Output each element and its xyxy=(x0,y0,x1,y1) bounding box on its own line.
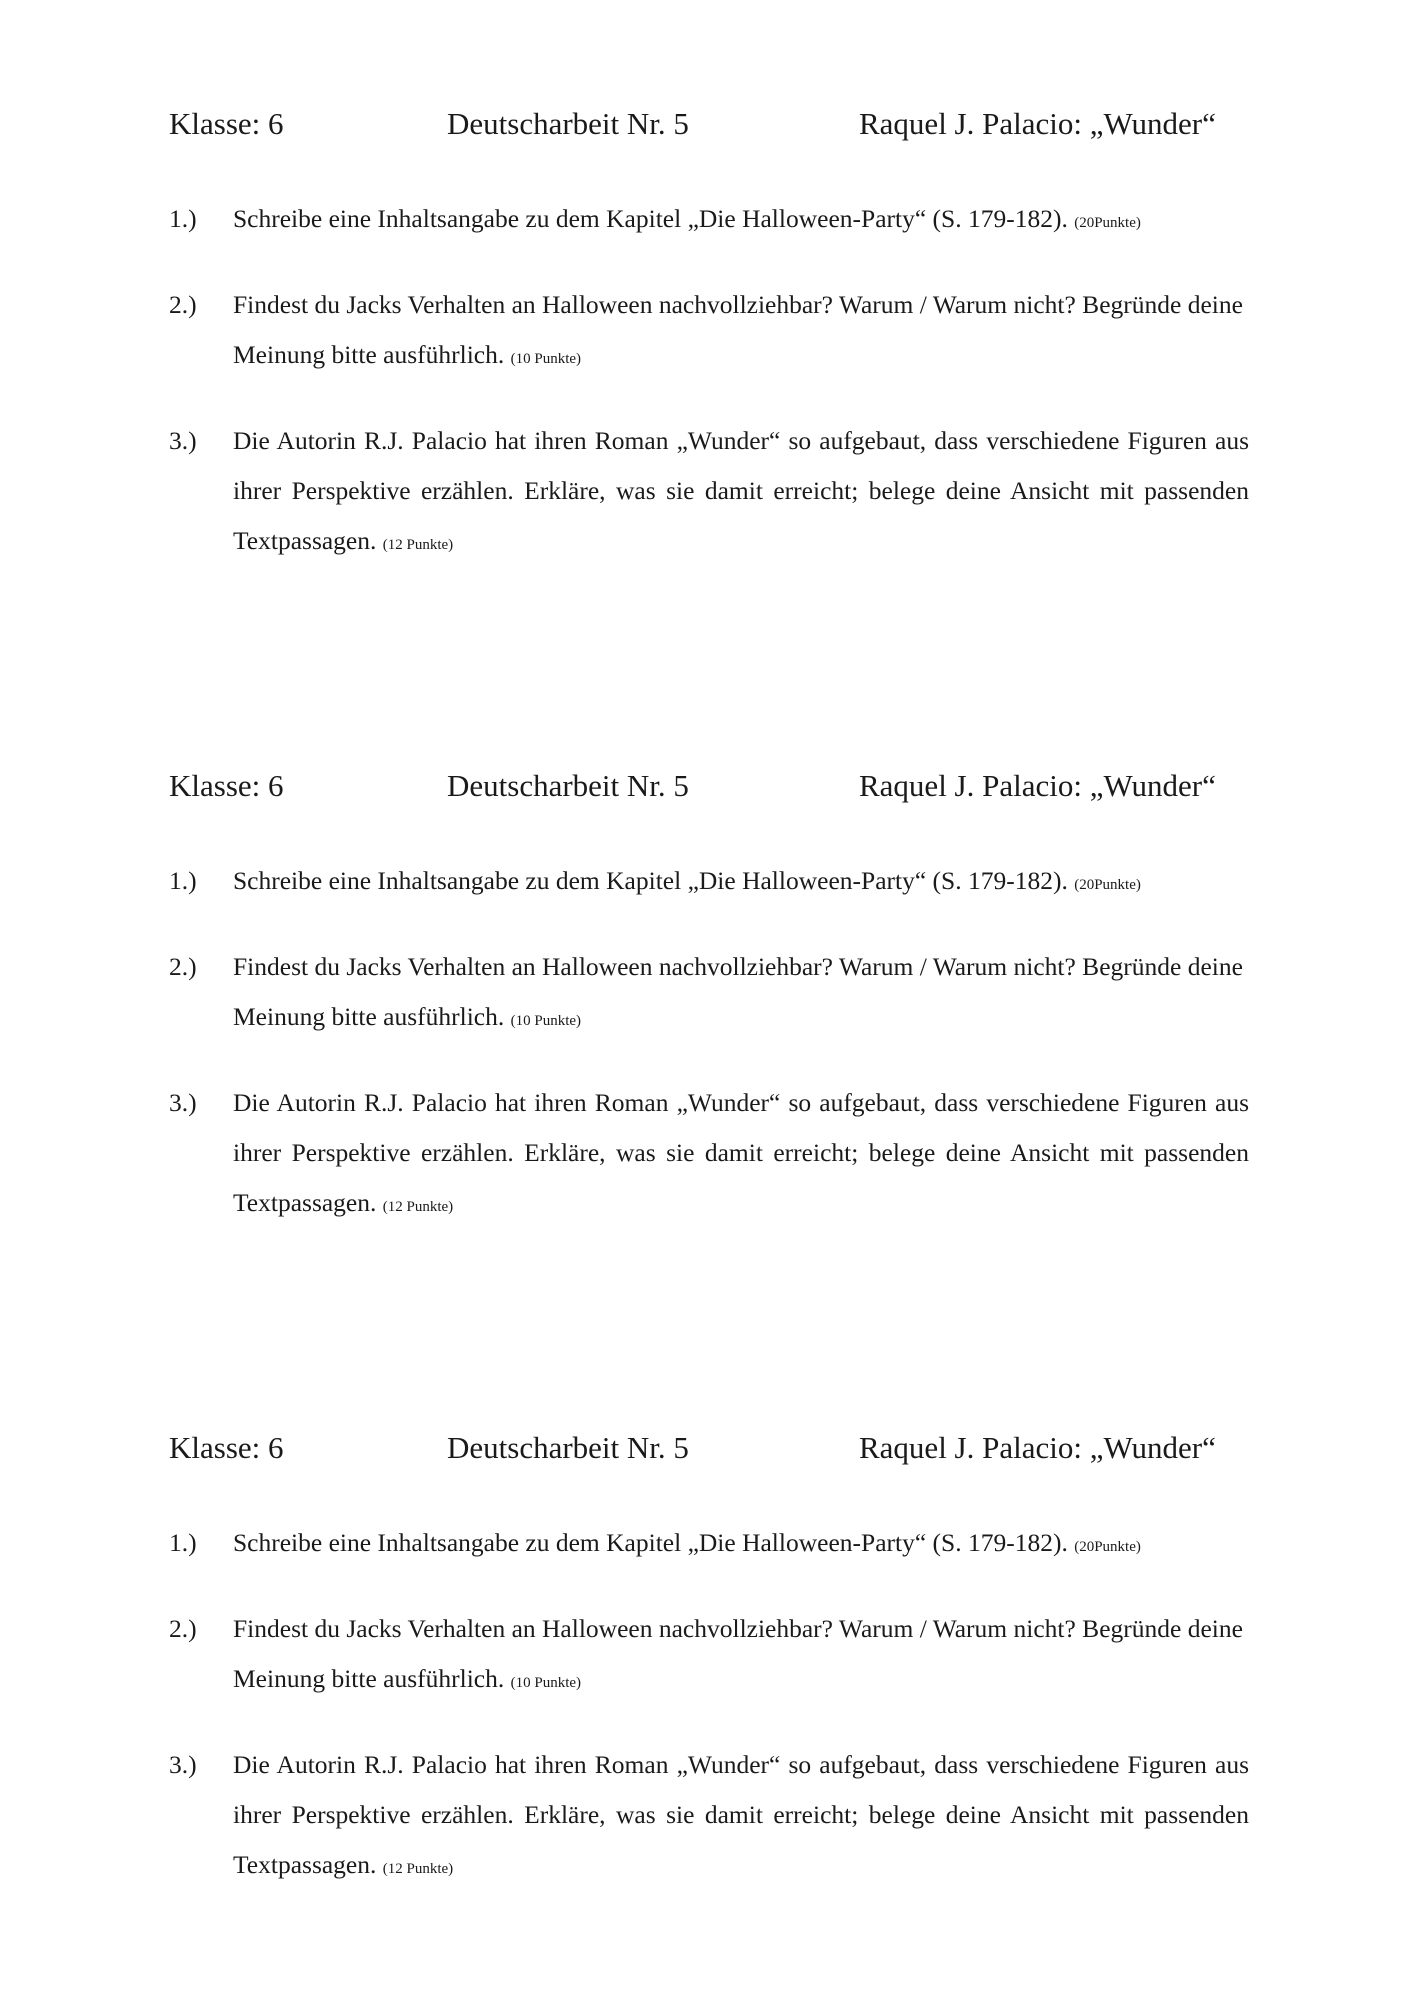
task-1 xyxy=(169,1518,1249,1572)
task-number: 1.) xyxy=(169,866,197,895)
task-prompt: Findest du Jacks Verhalten an Halloween nachvollziehbar? Warum / Warum nicht? Begründe deine Meinung bitte ausführlich. xyxy=(233,1614,1243,1693)
task-points: (10 Punkte) xyxy=(510,1013,582,1029)
task-number: 2.) xyxy=(169,1614,197,1643)
exam-sheet-3 xyxy=(169,1424,1249,1894)
exam-header xyxy=(169,762,1249,818)
task-2 xyxy=(169,942,1249,1046)
task-prompt: Schreibe eine Inhaltsangabe zu dem Kapitel „Die Halloween-Party“ (S. 179-182). xyxy=(233,204,1068,233)
task-points: (20Punkte) xyxy=(1074,215,1141,231)
task-points: (10 Punkte) xyxy=(510,1675,582,1691)
exam-title: Deutscharbeit Nr. 5 xyxy=(447,1430,689,1465)
book-title: Raquel J. Palacio: „Wunder“ xyxy=(859,1430,1216,1465)
class-label: Klasse: 6 xyxy=(169,106,284,141)
book-title: Raquel J. Palacio: „Wunder“ xyxy=(859,768,1216,803)
task-2 xyxy=(169,1604,1249,1708)
task-1 xyxy=(169,856,1249,910)
task-prompt: Schreibe eine Inhaltsangabe zu dem Kapitel „Die Halloween-Party“ (S. 179-182). xyxy=(233,866,1068,895)
task-points: (12 Punkte) xyxy=(382,537,454,553)
task-prompt: Findest du Jacks Verhalten an Halloween nachvollziehbar? Warum / Warum nicht? Begründe deine Meinung bitte ausführlich. xyxy=(233,952,1243,1031)
task-points: (20Punkte) xyxy=(1074,877,1141,893)
task-number: 3.) xyxy=(169,1088,197,1117)
task-text xyxy=(233,194,1249,248)
book-title: Raquel J. Palacio: „Wunder“ xyxy=(859,106,1216,141)
task-text xyxy=(233,942,1249,1046)
task-text xyxy=(233,1078,1249,1232)
exam-header xyxy=(169,100,1249,156)
task-1 xyxy=(169,194,1249,248)
task-points: (10 Punkte) xyxy=(510,351,582,367)
task-3 xyxy=(169,1740,1249,1894)
task-prompt: Schreibe eine Inhaltsangabe zu dem Kapitel „Die Halloween-Party“ (S. 179-182). xyxy=(233,1528,1068,1557)
exam-title: Deutscharbeit Nr. 5 xyxy=(447,106,689,141)
task-3 xyxy=(169,1078,1249,1232)
task-number: 3.) xyxy=(169,1750,197,1779)
task-2 xyxy=(169,280,1249,384)
exam-sheet-2 xyxy=(169,762,1249,1232)
exam-sheet-1 xyxy=(169,100,1249,570)
task-text xyxy=(233,1604,1249,1708)
task-text xyxy=(233,416,1249,570)
task-number: 3.) xyxy=(169,426,197,455)
task-points: (12 Punkte) xyxy=(382,1199,454,1215)
task-prompt: Die Autorin R.J. Palacio hat ihren Roman „Wunder“ so aufgebaut, dass verschiedene Figuren aus ihrer Perspektive erzählen. Erkläre, was sie damit erreicht; belege deine Ansicht mit passenden Textpassagen. xyxy=(233,1088,1249,1217)
task-number: 1.) xyxy=(169,1528,197,1557)
class-label: Klasse: 6 xyxy=(169,1430,284,1465)
task-prompt: Die Autorin R.J. Palacio hat ihren Roman „Wunder“ so aufgebaut, dass verschiedene Figuren aus ihrer Perspektive erzählen. Erkläre, was sie damit erreicht; belege deine Ansicht mit passenden Textpassagen. xyxy=(233,1750,1249,1879)
task-3 xyxy=(169,416,1249,570)
task-text xyxy=(233,856,1249,910)
task-prompt: Findest du Jacks Verhalten an Halloween nachvollziehbar? Warum / Warum nicht? Begründe deine Meinung bitte ausführlich. xyxy=(233,290,1243,369)
task-text xyxy=(233,280,1249,384)
task-text xyxy=(233,1518,1249,1572)
task-number: 2.) xyxy=(169,290,197,319)
task-number: 1.) xyxy=(169,204,197,233)
task-prompt: Die Autorin R.J. Palacio hat ihren Roman „Wunder“ so aufgebaut, dass verschiedene Figuren aus ihrer Perspektive erzählen. Erkläre, was sie damit erreicht; belege deine Ansicht mit passenden Textpassagen. xyxy=(233,426,1249,555)
task-points: (20Punkte) xyxy=(1074,1539,1141,1555)
task-number: 2.) xyxy=(169,952,197,981)
exam-header xyxy=(169,1424,1249,1480)
task-points: (12 Punkte) xyxy=(382,1861,454,1877)
class-label: Klasse: 6 xyxy=(169,768,284,803)
task-text xyxy=(233,1740,1249,1894)
exam-title: Deutscharbeit Nr. 5 xyxy=(447,768,689,803)
